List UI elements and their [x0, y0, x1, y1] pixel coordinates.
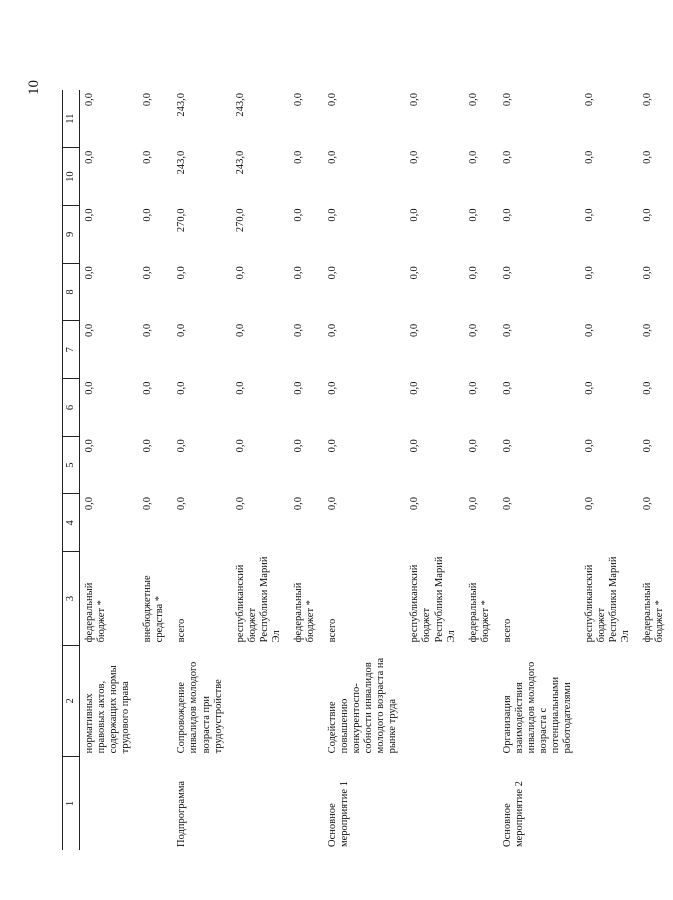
- column-header: 10: [63, 148, 80, 206]
- program-name-cell: Содействие повышению конкурентоспо-собности инвалидов молодого возраста на рынке труда: [327, 657, 399, 754]
- value-cell: 0,0: [142, 439, 154, 453]
- table-row: [580, 90, 638, 850]
- table-row: [323, 90, 405, 850]
- funding-source-cell: федеральный бюджет *: [642, 582, 666, 643]
- value-cell: 0,0: [409, 150, 421, 164]
- value-cell: 0,0: [84, 381, 95, 395]
- table-row: [172, 90, 230, 850]
- value-cell: 0,0: [176, 323, 188, 338]
- program-level-cell: Основное мероприятие 2: [501, 781, 525, 847]
- program-name-cell: Организация взаимодействия инвалидов молодого возраста с потенциальными работодателями: [501, 661, 574, 754]
- program-level-cell: [464, 756, 498, 850]
- value-cell: 0,0: [501, 439, 513, 453]
- program-name-cell: [289, 645, 323, 756]
- table-row: [80, 90, 139, 850]
- column-header: 11: [63, 90, 80, 148]
- value-cell: 0,0: [84, 93, 95, 107]
- value-cell: 0,0: [292, 323, 304, 338]
- value-cell: 0,0: [409, 439, 421, 453]
- program-name-cell: [464, 645, 498, 756]
- column-header: 5: [63, 436, 80, 494]
- value-cell: 0,0: [642, 439, 654, 453]
- value-cell: 0,0: [176, 497, 188, 511]
- value-cell: 0,0: [642, 497, 654, 511]
- value-cell: 0,0: [142, 208, 154, 222]
- column-header: 1: [63, 756, 80, 850]
- value-cell: 0,0: [409, 323, 421, 338]
- value-cell: 270,0: [176, 208, 188, 233]
- table-row: [498, 90, 580, 850]
- value-cell: 0,0: [327, 323, 338, 338]
- value-cell: 0,0: [642, 266, 654, 280]
- value-cell: 0,0: [234, 323, 246, 338]
- value-cell: 0,0: [142, 497, 154, 511]
- value-cell: 0,0: [584, 93, 596, 107]
- value-cell: 0,0: [292, 439, 304, 453]
- value-cell: 243,0: [176, 93, 188, 117]
- program-name-cell: нормативных правовых актов, содержащих нормы трудового права: [84, 665, 132, 754]
- column-header: 3: [63, 552, 80, 646]
- program-name-cell: [638, 645, 672, 756]
- value-cell: 0,0: [642, 323, 654, 338]
- value-cell: 270,0: [234, 208, 246, 233]
- value-cell: 0,0: [84, 497, 95, 511]
- value-cell: 0,0: [467, 93, 479, 107]
- value-cell: 0,0: [501, 93, 513, 107]
- value-cell: 0,0: [642, 150, 654, 164]
- page-number: 10: [26, 80, 42, 95]
- program-level-cell: [80, 756, 139, 850]
- program-level-cell: [289, 756, 323, 850]
- value-cell: 0,0: [501, 497, 513, 511]
- value-cell: 0,0: [642, 208, 654, 222]
- value-cell: 243,0: [234, 93, 246, 117]
- table-row: [638, 90, 672, 850]
- value-cell: 0,0: [176, 266, 188, 280]
- program-level-cell: Основное мероприятие 1: [327, 781, 351, 847]
- funding-source-cell: внебюджетные средства *: [142, 575, 166, 643]
- funding-source-cell: всего: [501, 618, 513, 643]
- value-cell: 0,0: [327, 381, 338, 395]
- budget-table: [62, 90, 673, 850]
- table-body: [80, 90, 673, 850]
- column-header: 9: [63, 205, 80, 263]
- value-cell: 0,0: [409, 497, 421, 511]
- value-cell: 0,0: [584, 381, 596, 395]
- value-cell: 0,0: [142, 323, 154, 338]
- table-row: [405, 90, 463, 850]
- value-cell: 243,0: [176, 150, 188, 175]
- value-cell: 0,0: [467, 439, 479, 453]
- value-cell: 0,0: [142, 266, 154, 280]
- rotated-page: [26, 70, 666, 850]
- value-cell: 0,0: [292, 150, 304, 164]
- value-cell: 0,0: [584, 266, 596, 280]
- value-cell: 0,0: [501, 150, 513, 164]
- table-row: [231, 90, 289, 850]
- value-cell: 0,0: [467, 497, 479, 511]
- program-level-cell: [405, 756, 463, 850]
- value-cell: 0,0: [234, 439, 246, 453]
- value-cell: 0,0: [176, 381, 188, 395]
- value-cell: 0,0: [327, 497, 338, 511]
- value-cell: 0,0: [292, 497, 304, 511]
- program-name-cell: [405, 645, 463, 756]
- value-cell: 0,0: [234, 266, 246, 280]
- value-cell: 0,0: [142, 93, 154, 107]
- value-cell: 0,0: [501, 381, 513, 395]
- value-cell: 0,0: [467, 150, 479, 164]
- value-cell: 0,0: [327, 208, 338, 222]
- funding-source-cell: федеральный бюджет *: [84, 582, 108, 643]
- value-cell: 0,0: [409, 381, 421, 395]
- column-header: 6: [63, 379, 80, 437]
- value-cell: 0,0: [584, 323, 596, 338]
- table-header-row: [63, 90, 80, 850]
- value-cell: 0,0: [327, 93, 338, 107]
- value-cell: 0,0: [292, 381, 304, 395]
- value-cell: 0,0: [501, 208, 513, 222]
- value-cell: 0,0: [292, 266, 304, 280]
- value-cell: 0,0: [501, 266, 513, 280]
- table-row: [138, 90, 172, 850]
- program-name-cell: [231, 645, 289, 756]
- value-cell: 0,0: [642, 381, 654, 395]
- column-header: 7: [63, 321, 80, 379]
- program-level-cell: [638, 756, 672, 850]
- value-cell: 0,0: [467, 208, 479, 222]
- funding-source-cell: федеральный бюджет *: [467, 582, 491, 643]
- program-level-cell: [580, 756, 638, 850]
- value-cell: 0,0: [584, 208, 596, 222]
- value-cell: 0,0: [409, 266, 421, 280]
- value-cell: 0,0: [584, 439, 596, 453]
- funding-source-cell: республиканский бюджет Республики Марий Эл: [584, 556, 632, 643]
- value-cell: 0,0: [84, 150, 95, 164]
- value-cell: 0,0: [584, 150, 596, 164]
- column-header: 2: [63, 645, 80, 756]
- column-header: 8: [63, 263, 80, 321]
- value-cell: 0,0: [642, 93, 654, 107]
- program-name-cell: [138, 645, 172, 756]
- value-cell: 0,0: [142, 150, 154, 164]
- value-cell: 0,0: [234, 497, 246, 511]
- value-cell: 0,0: [327, 150, 338, 164]
- value-cell: 0,0: [327, 439, 338, 453]
- program-name-cell: [580, 645, 638, 756]
- value-cell: 0,0: [84, 266, 95, 280]
- value-cell: 0,0: [176, 439, 188, 453]
- value-cell: 0,0: [84, 208, 95, 222]
- value-cell: 0,0: [292, 93, 304, 107]
- program-level-cell: [138, 756, 172, 850]
- table-row: [464, 90, 498, 850]
- value-cell: 0,0: [234, 381, 246, 395]
- value-cell: 0,0: [467, 381, 479, 395]
- funding-source-cell: всего: [327, 618, 338, 643]
- value-cell: 0,0: [84, 439, 95, 453]
- value-cell: 0,0: [467, 266, 479, 280]
- value-cell: 243,0: [234, 150, 246, 175]
- value-cell: 0,0: [327, 266, 338, 280]
- funding-source-cell: республиканский бюджет Республики Марий Эл: [234, 556, 282, 643]
- value-cell: 0,0: [584, 497, 596, 511]
- value-cell: 0,0: [409, 208, 421, 222]
- program-level-cell: [231, 756, 289, 850]
- value-cell: 0,0: [467, 323, 479, 338]
- value-cell: 0,0: [409, 93, 421, 107]
- funding-source-cell: федеральный бюджет *: [292, 582, 316, 643]
- value-cell: 0,0: [84, 323, 95, 338]
- funding-source-cell: республиканский бюджет Республики Марий Эл: [409, 556, 457, 643]
- value-cell: 0,0: [292, 208, 304, 222]
- column-header: 4: [63, 494, 80, 552]
- value-cell: 0,0: [142, 381, 154, 395]
- table-row: [289, 90, 323, 850]
- program-level-cell: Подпрограмма: [176, 780, 188, 847]
- funding-source-cell: всего: [176, 618, 188, 643]
- value-cell: 0,0: [501, 323, 513, 338]
- program-name-cell: Сопровождение инвалидов молодого возраста при трудоустройстве: [176, 661, 224, 754]
